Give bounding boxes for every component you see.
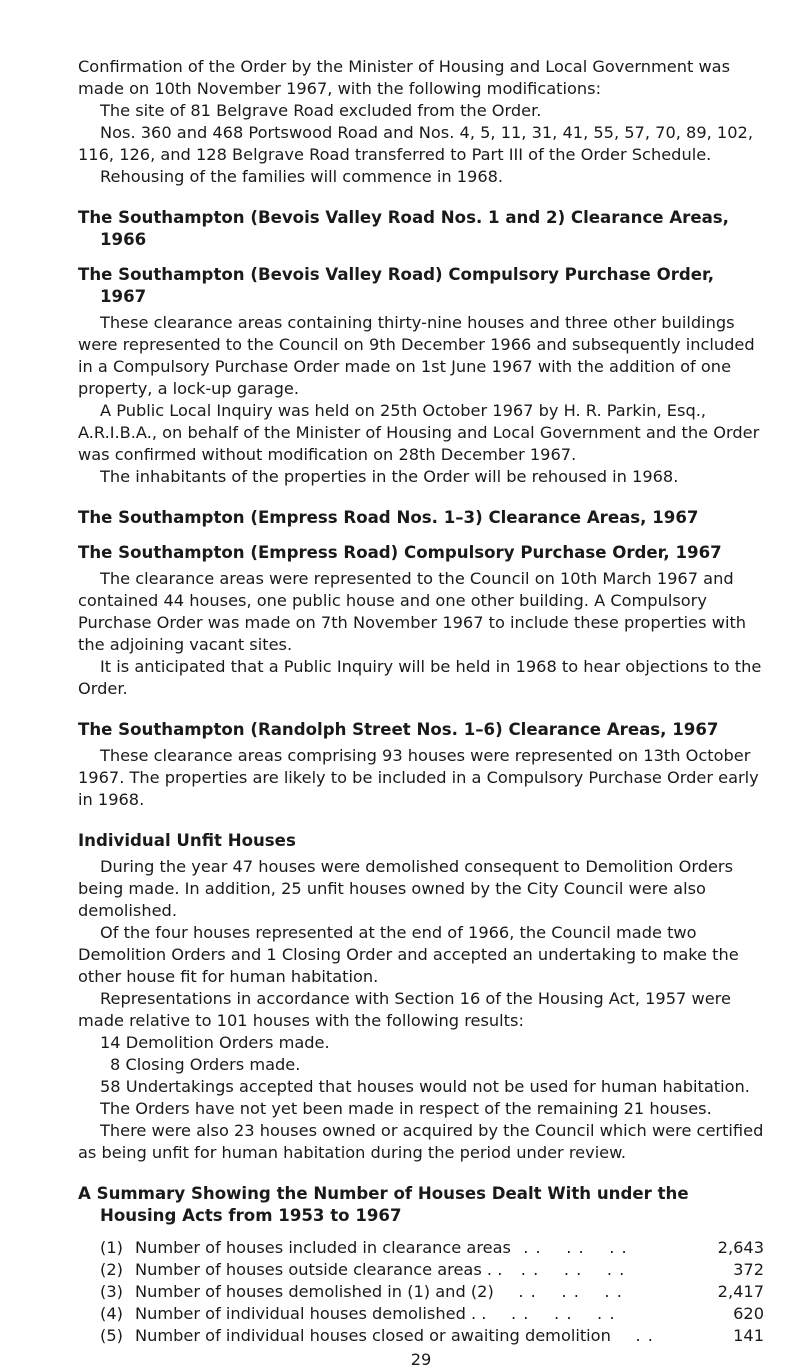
leader-dots: . . . . . .: [493, 1282, 623, 1301]
intro-modification: Rehousing of the families will commence in 1968.: [100, 167, 504, 186]
row-number: (1): [100, 1238, 123, 1257]
row-label: Number of individual houses closed or awaiting demolition . .: [135, 1326, 654, 1345]
summary-row: [100, 1259, 764, 1281]
intro-modification: The site of 81 Belgrave Road excluded from the Order.: [100, 101, 542, 120]
row-label: Number of houses included in clearance areas . . . . . .: [135, 1238, 628, 1257]
leader-dots: . .: [610, 1326, 654, 1345]
leader-dots: . . . . . .: [502, 1260, 626, 1279]
intro-modification: Nos. 360 and 468 Portswood Road and Nos. 4, 5, 11, 31, 41, 55, 57, 70, 89, 102, 116, 126, and 128 Belgrave Road transferred to Part III of the Order Schedule.: [78, 123, 753, 164]
summary-row: [100, 1281, 764, 1303]
unfit-section: [78, 830, 764, 1164]
summary-list: [78, 1237, 764, 1347]
section-heading: The Southampton (Empress Road Nos. 1–3) Clearance Areas, 1967: [78, 508, 699, 527]
row-value: 620: [733, 1304, 764, 1323]
summary-row: [100, 1325, 764, 1347]
row-number: (4): [100, 1304, 123, 1323]
summary-section: [78, 1183, 764, 1347]
summary-heading: A Summary Showing the Number of Houses Dealt With under the Housing Acts from 1953 to 1967: [78, 1184, 689, 1225]
result-item: 58 Undertakings accepted that houses would not be used for human habitation.: [100, 1077, 750, 1096]
body-paragraph: During the year 47 houses were demolished consequent to Demolition Orders being made. In addition, 25 unfit houses owned by the City Council were also demolished.: [78, 857, 734, 920]
section-heading: The Southampton (Bevois Valley Road Nos. 1 and 2) Clearance Areas, 1966: [78, 208, 729, 249]
row-number: (5): [100, 1326, 123, 1345]
intro-paragraph: Confirmation of the Order by the Minister of Housing and Local Government was made on 10th November 1967, with the following modifications:: [78, 57, 731, 98]
row-value: 2,643: [717, 1238, 764, 1257]
row-number: (2): [100, 1260, 123, 1279]
body-paragraph: The inhabitants of the properties in the Order will be rehoused in 1968.: [100, 467, 679, 486]
row-value: 2,417: [717, 1282, 764, 1301]
body-paragraph: These clearance areas containing thirty-nine houses and three other buildings were represented to the Council on 9th December 1966 and subsequently included in a Compulsory Purchase Order made on 1st June 1967 with the addition of one property, a lock-up garage.: [78, 313, 755, 398]
summary-row: [100, 1237, 764, 1259]
section-heading: The Southampton (Bevois Valley Road) Compulsory Purchase Order, 1967: [78, 265, 715, 306]
result-item: 8 Closing Orders made.: [110, 1055, 301, 1074]
result-item: 14 Demolition Orders made.: [100, 1033, 330, 1052]
leader-dots: . . . . . .: [510, 1238, 628, 1257]
page-number: 29: [410, 1350, 432, 1369]
row-value: 141: [733, 1326, 764, 1345]
body-paragraph: There were also 23 houses owned or acquired by the Council which were certified as being unfit for human habitation during the period under review.: [78, 1121, 764, 1162]
leader-dots: . . . . . .: [486, 1304, 616, 1323]
intro-section: [78, 56, 764, 188]
body-paragraph: A Public Local Inquiry was held on 25th October 1967 by H. R. Parkin, Esq., A.R.I.B.A., on behalf of the Minister of Housing and Local Government and the Order was confirmed without modification on 28th December 1967.: [78, 401, 760, 464]
body-paragraph: These clearance areas comprising 93 houses were represented on 13th October 1967. The properties are likely to be included in a Compulsory Purchase Order early in 1968.: [78, 746, 759, 809]
body-paragraph: The Orders have not yet been made in respect of the remaining 21 houses.: [100, 1099, 712, 1118]
body-paragraph: It is anticipated that a Public Inquiry will be held in 1968 to hear objections to the Order.: [78, 657, 762, 698]
body-paragraph: Representations in accordance with Section 16 of the Housing Act, 1957 were made relative to 101 houses with the following results:: [78, 989, 731, 1030]
body-paragraph: The clearance areas were represented to the Council on 10th March 1967 and contained 44 houses, one public house and one other building. A Compulsory Purchase Order was made on 7th November 1967 to include these properties with the adjoining vacant sites.: [78, 569, 747, 654]
empress-section: [78, 507, 764, 700]
section-heading: Individual Unfit Houses: [78, 831, 296, 850]
section-heading: The Southampton (Empress Road) Compulsory Purchase Order, 1967: [78, 543, 722, 562]
row-label: Number of houses outside clearance areas . . . . . . . .: [135, 1260, 626, 1279]
summary-row: [100, 1303, 764, 1325]
section-heading: The Southampton (Randolph Street Nos. 1–6) Clearance Areas, 1967: [78, 720, 719, 739]
body-paragraph: Of the four houses represented at the end of 1966, the Council made two Demolition Orders and 1 Closing Order and accepted an undertaking to make the other house fit for human habitation.: [78, 923, 739, 986]
row-value: 372: [733, 1260, 764, 1279]
row-number: (3): [100, 1282, 123, 1301]
bevois-section: [78, 207, 764, 488]
row-label: Number of houses demolished in (1) and (2) . . . . . .: [135, 1282, 623, 1301]
randolph-section: [78, 719, 764, 811]
row-label: Number of individual houses demolished . . . . . . . .: [135, 1304, 616, 1323]
